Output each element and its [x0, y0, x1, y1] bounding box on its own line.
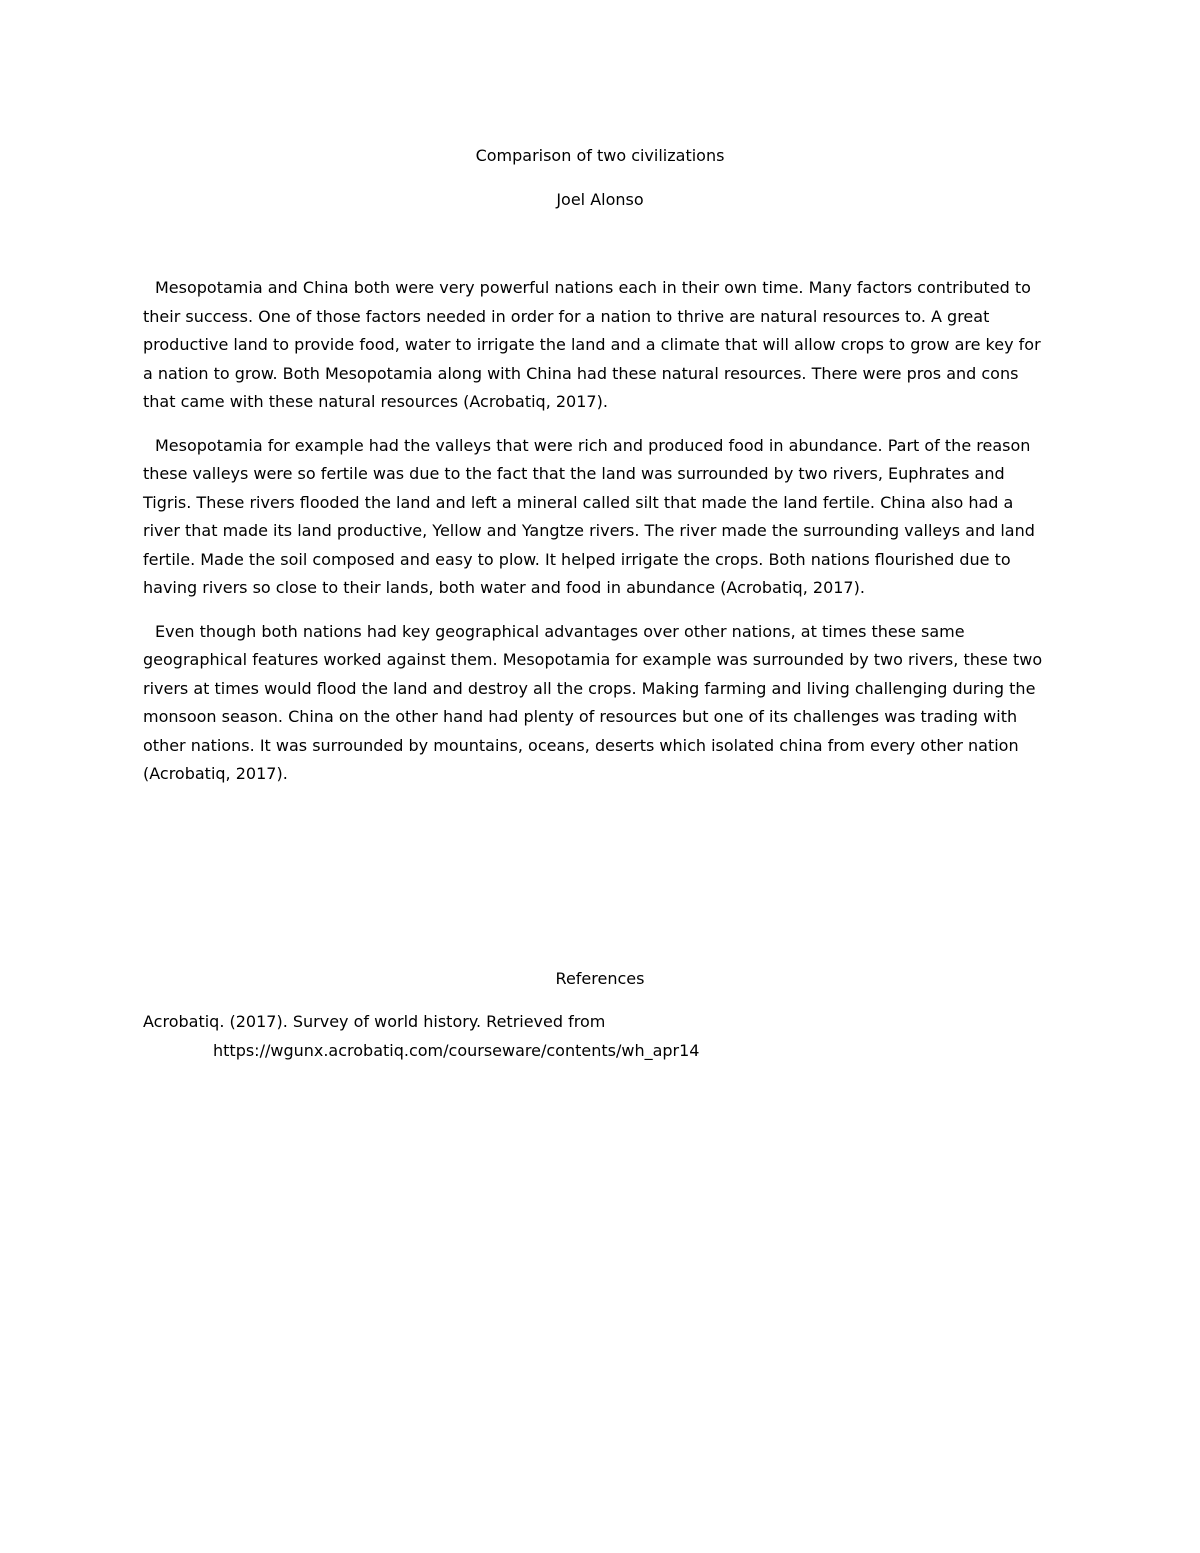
body-paragraph: Mesopotamia and China both were very powerful nations each in their own time. Many factors contributed to their success. One of those factors needed in order for a nation to thrive are natural resources to. A great productive land to provide food, water to irrigate the land and a climate that will allow crops to grow are key for a nation to grow. Both Mesopotamia along with China had these natural resources. There were pros and cons that came with these natural resources (Acrobatiq, 2017). [143, 278, 1041, 411]
reference-entry [143, 1008, 1055, 1065]
references-heading: References [555, 969, 645, 988]
body-paragraph: Even though both nations had key geographical advantages over other nations, at times these same geographical features worked against them. Mesopotamia for example was surrounded by two rivers, these two rivers at times would flood the land and destroy all the crops. Making farming and living challenging during the monsoon season. China on the other hand had plenty of resources but one of its challenges was trading with other nations. It was surrounded by mountains, oceans, deserts which isolated china from every other nation (Acrobatiq, 2017). [143, 621, 1043, 783]
body-paragraph: Mesopotamia for example had the valleys that were rich and produced food in abundance. Part of the reason these valleys were so fertile was due to the fact that the land was surrounded by two rivers, Euphrates and Tigris. These rivers flooded the land and left a mineral called silt that made the land fertile. China also had a river that made its land productive, Yellow and Yangtze rivers. The river made the surrounding valleys and land fertile. Made the soil composed and easy to plow. It helped irrigate the crops. Both nations flourished due to having rivers so close to their lands, both water and food in abundance (Acrobatiq, 2017). [143, 435, 1035, 597]
document-body [143, 274, 1055, 804]
document-title: Comparison of two civilizations [475, 146, 725, 165]
reference-citation: Acrobatiq. (2017). Survey of world history. Retrieved from [143, 1012, 606, 1031]
author-name: Joel Alonso [556, 190, 644, 209]
reference-url: https://wgunx.acrobatiq.com/courseware/contents/wh_apr14 [213, 1040, 700, 1060]
